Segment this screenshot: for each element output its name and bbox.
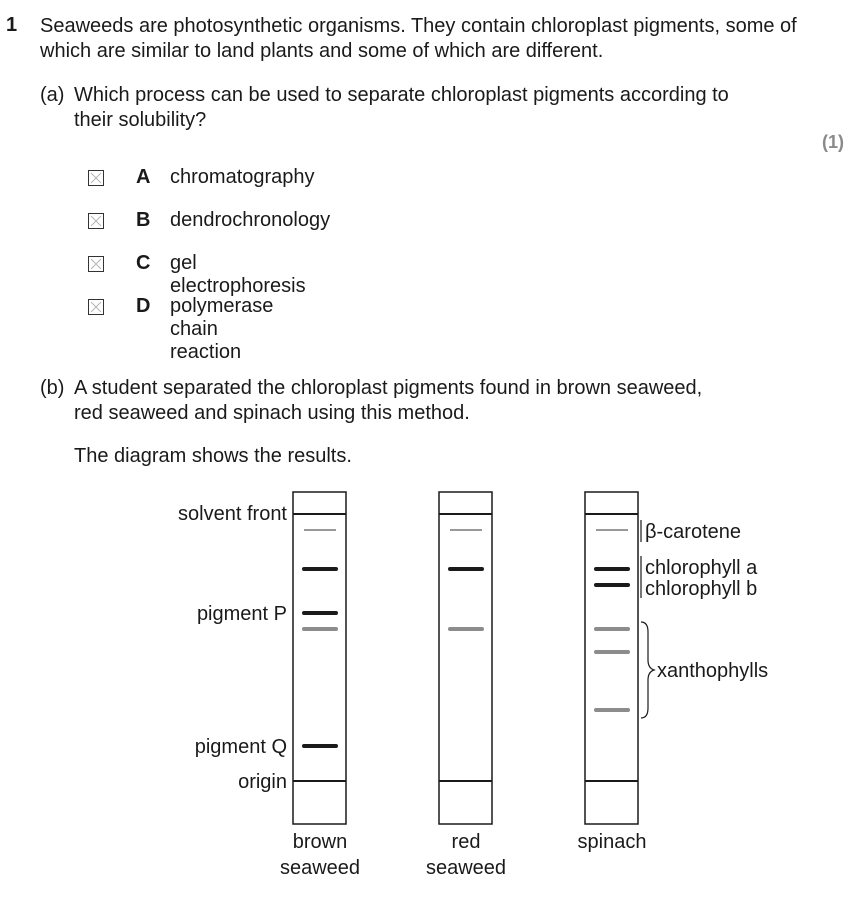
strip-spinach-outline xyxy=(585,492,638,824)
xanthophyll-brace xyxy=(641,622,654,718)
part-b-text-line-1: A student separated the chloroplast pigments found in brown seaweed, xyxy=(74,377,703,399)
cross-box-icon xyxy=(89,257,103,271)
option-d-checkbox[interactable] xyxy=(88,299,104,315)
strip-spinach xyxy=(585,492,638,824)
caption-brown-line-1: brown xyxy=(292,831,348,853)
part-a-question-line-2: their solubility? xyxy=(74,109,207,131)
part-a-marks: (1) xyxy=(822,132,844,152)
label-solvent-front: solvent front xyxy=(178,503,287,525)
part-b-label: (b) xyxy=(40,377,65,399)
label-beta-carotene: β-carotene xyxy=(645,521,741,543)
caption-brown-line-2: seaweed xyxy=(279,857,361,879)
label-chlorophyll-a: chlorophyll a xyxy=(645,557,758,579)
label-origin: origin xyxy=(238,771,287,793)
option-b-checkbox[interactable] xyxy=(88,213,104,229)
cross-box-icon xyxy=(89,171,103,185)
question-intro-line-2: which are similar to land plants and some of which are different. xyxy=(40,40,604,62)
label-chlorophyll-b: chlorophyll b xyxy=(645,578,758,600)
option-b-letter: B xyxy=(136,209,151,231)
part-a-question-line-1: Which process can be used to separate chloroplast pigments according to xyxy=(74,84,729,106)
part-a-label: (a) xyxy=(40,84,65,106)
chromatogram-diagram xyxy=(0,470,866,900)
option-c-text: gel electrophoresis xyxy=(170,252,306,297)
question-intro-line-1: Seaweeds are photosynthetic organisms. They contain chloroplast pigments, some of xyxy=(40,15,797,37)
cross-box-icon xyxy=(89,300,103,314)
label-pigment-q: pigment Q xyxy=(194,736,287,758)
label-xanthophylls: xanthophylls xyxy=(657,660,769,682)
cross-box-icon xyxy=(89,214,103,228)
strip-brown-outline xyxy=(293,492,346,824)
caption-red-line-1: red xyxy=(451,831,481,853)
strip-red-seaweed xyxy=(439,492,492,824)
option-a-letter: A xyxy=(136,166,151,188)
option-c-checkbox[interactable] xyxy=(88,256,104,272)
label-pigment-p: pigment P xyxy=(196,603,287,625)
option-a-checkbox[interactable] xyxy=(88,170,104,186)
option-d-text: polymerase chain reaction xyxy=(170,295,274,363)
part-b-text-line-3: The diagram shows the results. xyxy=(74,445,352,467)
option-c-letter: C xyxy=(136,252,151,274)
part-b-text-line-2: red seaweed and spinach using this method. xyxy=(74,402,470,424)
option-d-letter: D xyxy=(136,295,151,317)
option-a-text: chromatography xyxy=(170,166,315,188)
question-number: 1 xyxy=(6,14,18,36)
caption-spinach: spinach xyxy=(577,831,647,853)
strip-red-outline xyxy=(439,492,492,824)
caption-red-line-2: seaweed xyxy=(425,857,507,879)
option-b-text: dendrochronology xyxy=(170,209,331,231)
strip-brown-seaweed xyxy=(293,492,346,824)
